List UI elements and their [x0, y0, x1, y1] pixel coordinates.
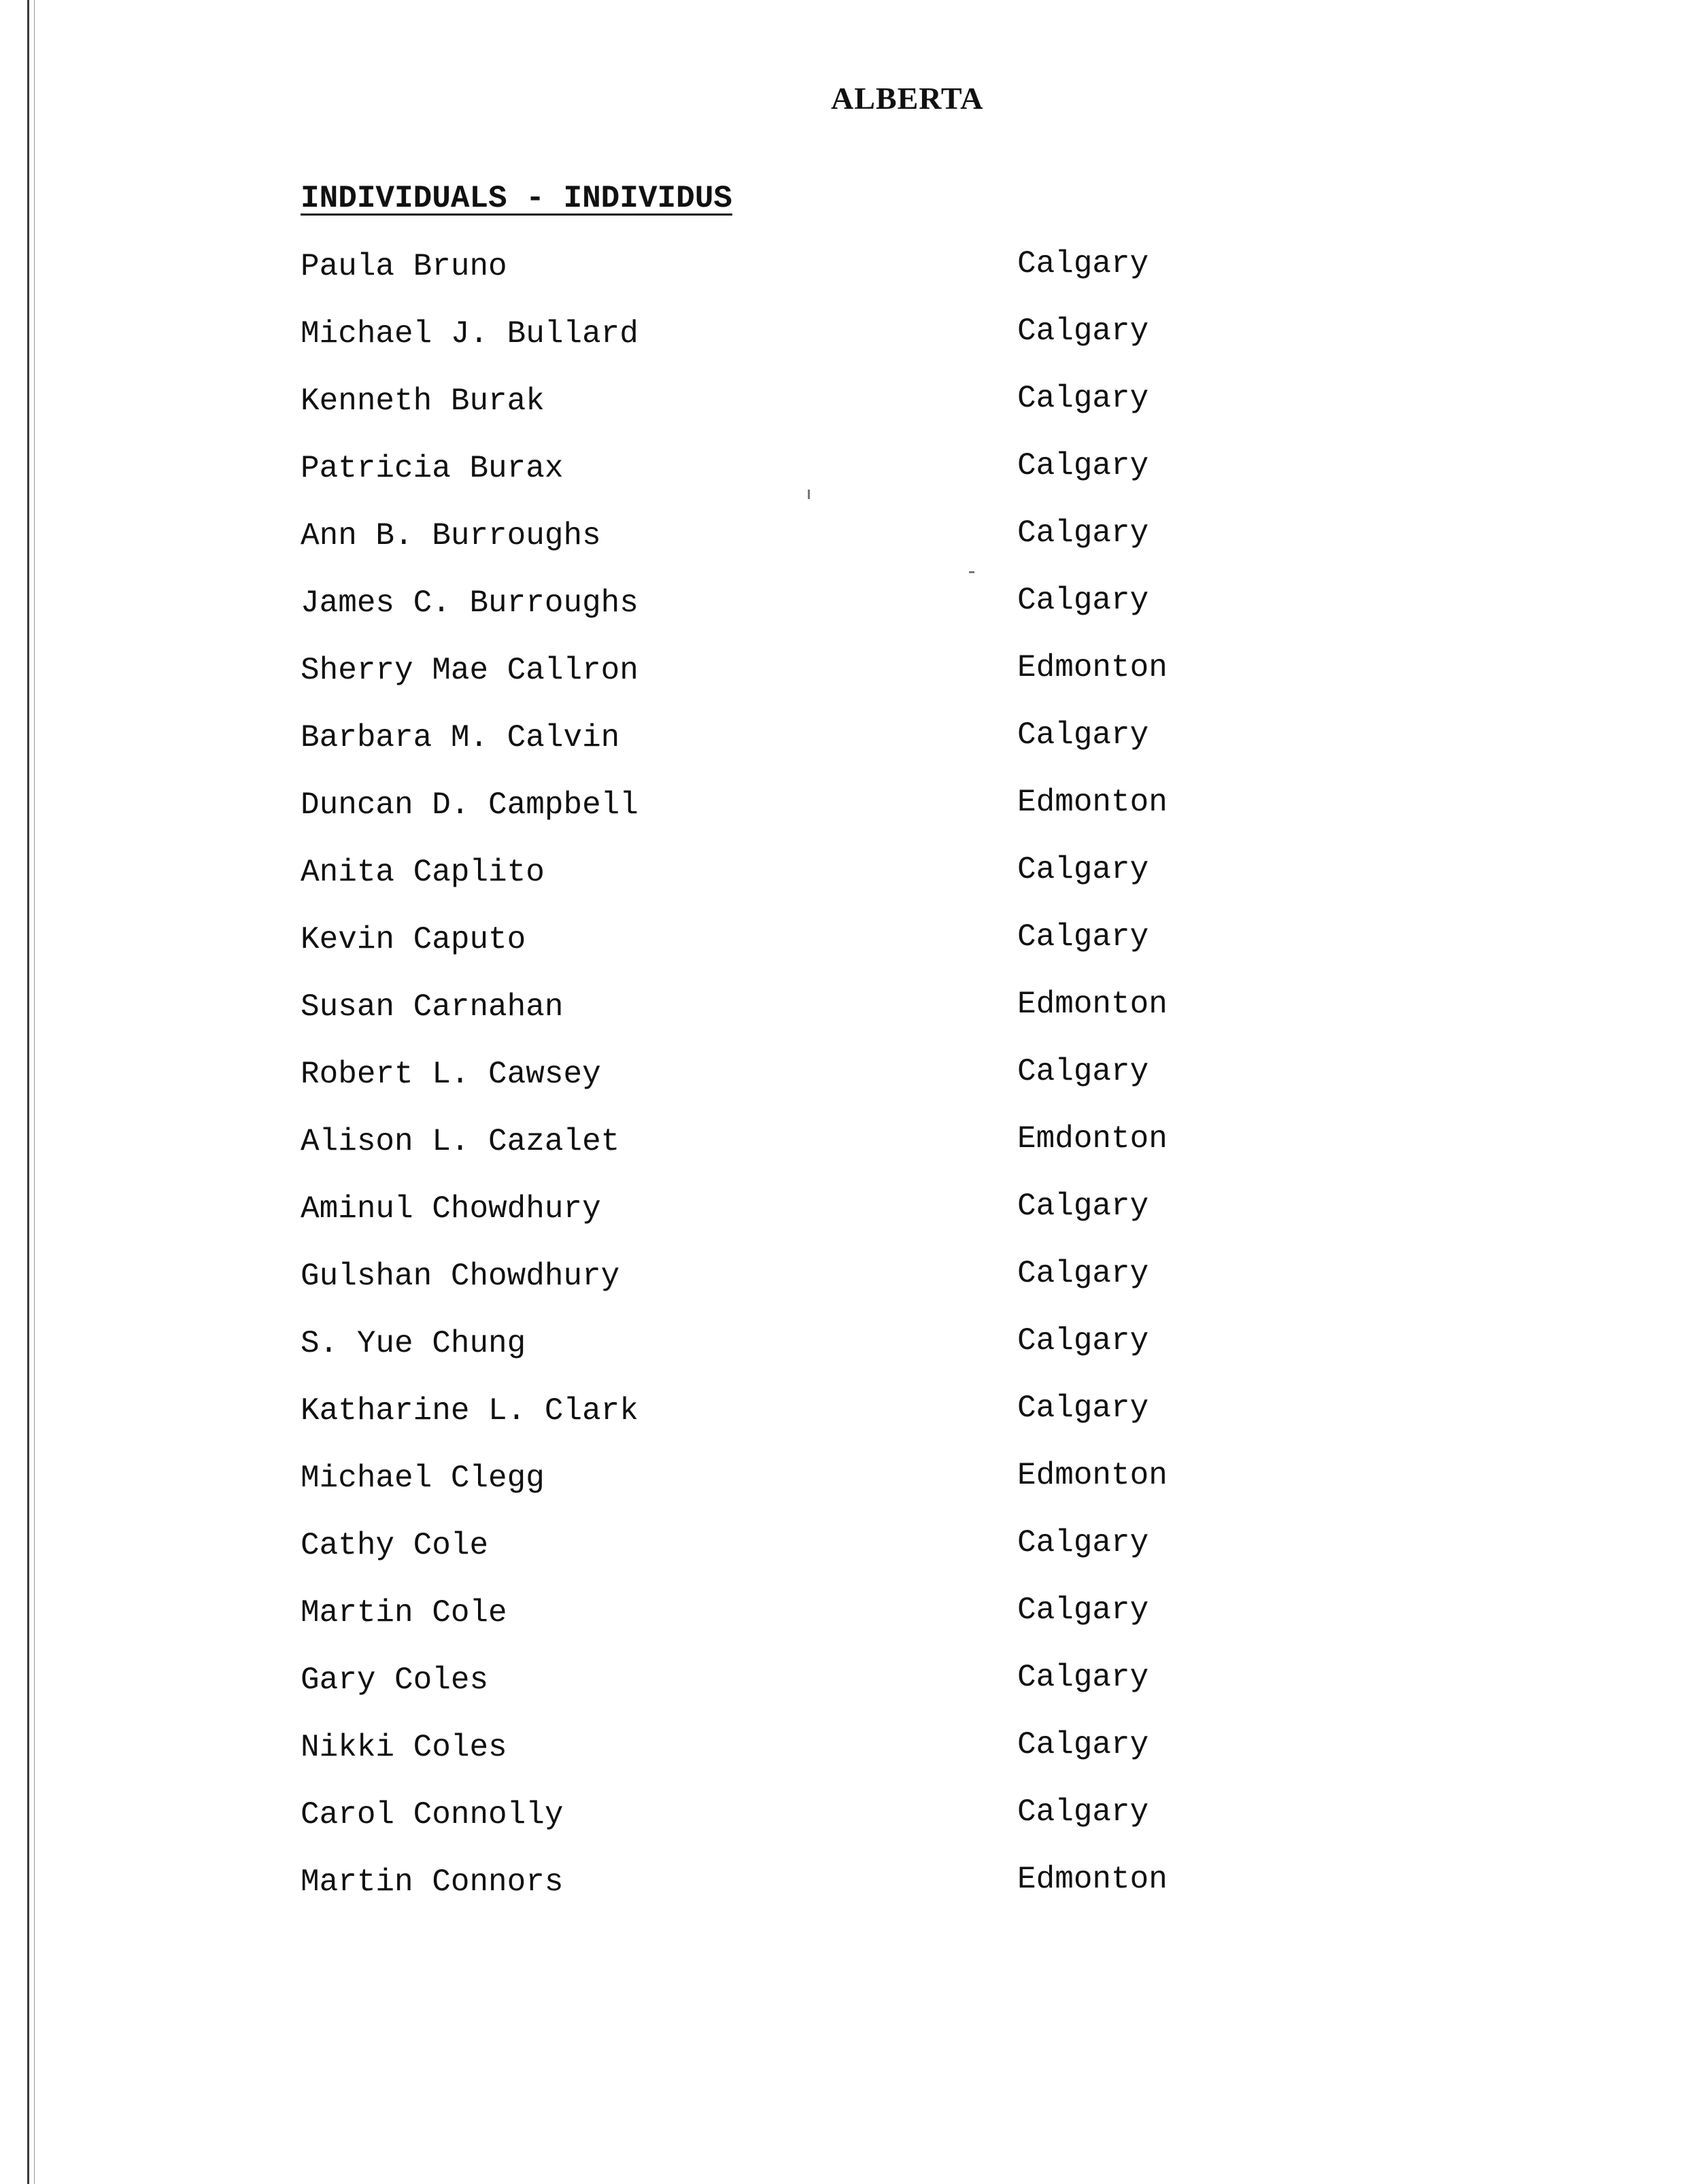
entry-name: Ann B. Burroughs: [301, 518, 601, 553]
entry-name: Paula Bruno: [301, 249, 507, 284]
scan-speck: [969, 571, 974, 573]
list-item: [0, 313, 1702, 381]
list-item: [0, 1323, 1702, 1390]
list-item: [0, 1862, 1702, 1929]
entry-city: Calgary: [1017, 1054, 1149, 1089]
entry-name: Susan Carnahan: [301, 989, 564, 1025]
list-item: [0, 583, 1702, 650]
list-item: [0, 515, 1702, 583]
entry-city: Edmonton: [1017, 1862, 1168, 1897]
entry-name: Barbara M. Calvin: [301, 720, 620, 755]
entry-city: Calgary: [1017, 852, 1149, 887]
list-item: [0, 1660, 1702, 1727]
list-item: [0, 1458, 1702, 1525]
list-item: [0, 1390, 1702, 1458]
list-item: [0, 852, 1702, 919]
entry-city: Calgary: [1017, 1323, 1149, 1359]
entry-city: Calgary: [1017, 381, 1149, 416]
entry-city: Calgary: [1017, 1592, 1149, 1628]
list-item: [0, 717, 1702, 785]
entry-name: Kevin Caputo: [301, 922, 526, 957]
entry-city: Calgary: [1017, 1727, 1149, 1762]
entry-name: Martin Cole: [301, 1595, 507, 1631]
entry-name: Anita Caplito: [301, 855, 545, 890]
entry-name: Nikki Coles: [301, 1730, 507, 1765]
entry-name: Michael J. Bullard: [301, 316, 639, 352]
list-item: [0, 650, 1702, 717]
entry-city: Calgary: [1017, 717, 1149, 753]
entry-name: Aminul Chowdhury: [301, 1191, 601, 1227]
entry-name: Kenneth Burak: [301, 383, 545, 419]
list-item: [0, 381, 1702, 448]
entry-city: Calgary: [1017, 448, 1149, 483]
entry-city: Calgary: [1017, 313, 1149, 349]
entry-city: Calgary: [1017, 515, 1149, 551]
entry-city: Calgary: [1017, 1794, 1149, 1830]
list-item: [0, 1727, 1702, 1794]
entry-name: Gary Coles: [301, 1662, 489, 1698]
entry-name: Alison L. Cazalet: [301, 1124, 620, 1159]
list-item: [0, 785, 1702, 852]
entry-city: Calgary: [1017, 919, 1149, 955]
list-item: [0, 1592, 1702, 1660]
list-item: [0, 919, 1702, 987]
entry-name: Duncan D. Campbell: [301, 787, 639, 823]
entry-name: Gulshan Chowdhury: [301, 1259, 620, 1294]
entry-name: James C. Burroughs: [301, 585, 639, 621]
entry-name: Katharine L. Clark: [301, 1393, 639, 1429]
page-title: ALBERTA: [831, 81, 984, 116]
list-item: [0, 987, 1702, 1054]
list-item: [0, 1256, 1702, 1323]
entry-city: Edmonton: [1017, 1458, 1168, 1493]
list-item: [0, 1794, 1702, 1862]
entry-name: Martin Connors: [301, 1864, 564, 1900]
section-heading: INDIVIDUALS - INDIVIDUS: [301, 181, 732, 216]
list-item: [0, 1121, 1702, 1189]
list-item: [0, 1054, 1702, 1121]
list-item: [0, 448, 1702, 515]
list-item: [0, 1189, 1702, 1256]
list-item: [0, 1525, 1702, 1592]
entry-city: Edmonton: [1017, 785, 1168, 820]
entry-name: Cathy Cole: [301, 1528, 489, 1563]
entry-city: Edmonton: [1017, 650, 1168, 685]
individuals-list: [0, 246, 1702, 1929]
entry-name: Sherry Mae Callron: [301, 653, 639, 688]
entry-city: Calgary: [1017, 1256, 1149, 1291]
entry-city: Calgary: [1017, 1660, 1149, 1695]
entry-name: Michael Clegg: [301, 1461, 545, 1496]
list-item: [0, 246, 1702, 313]
entry-name: S. Yue Chung: [301, 1326, 526, 1361]
entry-city: Calgary: [1017, 583, 1149, 618]
scan-speck: [808, 490, 810, 499]
entry-name: Patricia Burax: [301, 451, 564, 486]
entry-name: Robert L. Cawsey: [301, 1057, 601, 1092]
entry-city: Edmonton: [1017, 987, 1168, 1022]
entry-city: Calgary: [1017, 1525, 1149, 1560]
entry-name: Carol Connolly: [301, 1797, 564, 1832]
entry-city: Calgary: [1017, 1390, 1149, 1426]
entry-city: Calgary: [1017, 246, 1149, 281]
entry-city: Calgary: [1017, 1189, 1149, 1224]
entry-city: Emdonton: [1017, 1121, 1168, 1157]
